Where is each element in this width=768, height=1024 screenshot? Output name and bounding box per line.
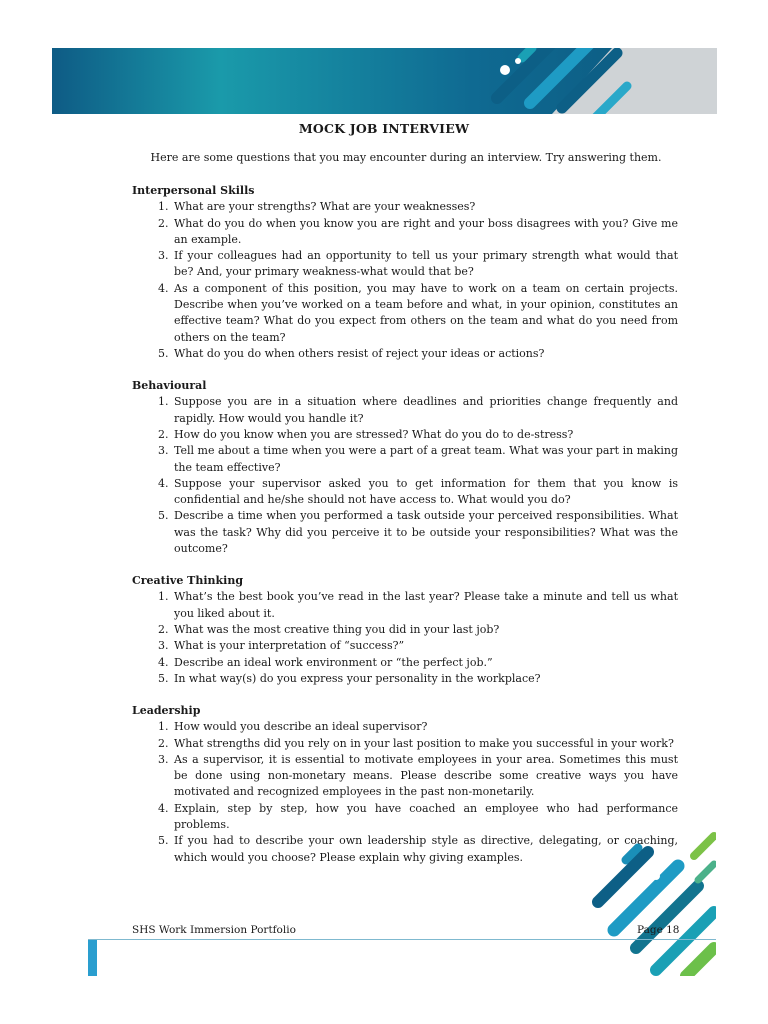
section: [132, 573, 678, 687]
section-heading: Behavioural: [132, 379, 207, 393]
question-item: 1. What’s the best book you’ve read in the last year? Please take a minute and tell us what you liked about it.: [172, 589, 678, 622]
section-heading: Interpersonal Skills: [132, 184, 255, 197]
question-item: 3. What is your interpretation of “success?”: [172, 638, 678, 654]
question-item: 1. How would you describe an ideal supervisor?: [172, 719, 678, 735]
question-sections: [132, 183, 678, 882]
question-item: 4. Explain, step by step, how you have coached an employee who had performance problems.: [172, 801, 678, 834]
question-list: [132, 394, 678, 557]
footer-title: SHS Work Immersion Portfolio: [132, 924, 296, 936]
question-item: 4. As a component of this position, you may have to work on a team on certain projects. Describe when you’ve worked on a team before and what, in your opinion, constitutes an effective team? What do you expect from others on the team and what do you need from others on the team?: [172, 281, 678, 346]
question-item: 5. In what way(s) do you express your personality in the workplace?: [172, 671, 678, 687]
question-item: 3. If your colleagues had an opportunity to tell us your primary strength what would that be? And, your primary weakness-what would that be?: [172, 248, 678, 281]
question-item: 4. Suppose your supervisor asked you to get information for them that you know is confidential and he/she should not have access to. What would you do?: [172, 476, 678, 509]
section-heading: Leadership: [132, 704, 201, 717]
question-item: 2. What do you do when you know you are right and your boss disagrees with you? Give me an example.: [172, 216, 678, 249]
page-number: Page 18: [637, 924, 680, 936]
question-item: 2. What strengths did you rely on in your last position to make you successful in your work?: [172, 736, 678, 752]
question-item: 5. Describe a time when you performed a task outside your perceived responsibilities. What was the task? Why did you perceive it to be outside your responsibilities? What was the outcome?: [172, 508, 678, 557]
footer-divider: [88, 939, 716, 940]
question-item: 1. What are your strengths? What are your weaknesses?: [172, 199, 678, 215]
question-list: [132, 199, 678, 362]
question-item: 2. What was the most creative thing you did in your last job?: [172, 622, 678, 638]
corner-decoration: [586, 830, 716, 976]
question-item: 1. Suppose you are in a situation where deadlines and priorities change frequently and rapidly. How would you handle it?: [172, 394, 678, 427]
footer-accent-bar: [88, 940, 97, 976]
question-item: 5. What do you do when others resist of reject your ideas or actions?: [172, 346, 678, 362]
section: [132, 378, 678, 557]
section: [132, 183, 678, 362]
question-item: 4. Describe an ideal work environment or “the perfect job.”: [172, 655, 678, 671]
question-item: 3. Tell me about a time when you were a part of a great team. What was your part in making the team effective?: [172, 443, 678, 476]
question-item: 3. As a supervisor, it is essential to motivate employees in your area. Sometimes this must be done using non-monetary means. Please describe some creative ways you have motivated and recognized employees in the past non-monetarily.: [172, 752, 678, 801]
section-heading: Creative Thinking: [132, 574, 244, 588]
intro-text: Here are some questions that you may encounter during an interview. Try answering them.: [150, 151, 662, 164]
header-banner: [52, 48, 717, 114]
document-title: MOCK JOB INTERVIEW: [298, 121, 470, 136]
header-decoration: [52, 48, 717, 114]
question-item: 5. If you had to describe your own leadership style as directive, delegating, or coaching, which would you choose? Please explain why giving examples.: [172, 833, 678, 866]
question-item: 2. How do you know when you are stressed? What do you do to de-stress?: [172, 427, 678, 443]
question-list: [132, 589, 678, 687]
